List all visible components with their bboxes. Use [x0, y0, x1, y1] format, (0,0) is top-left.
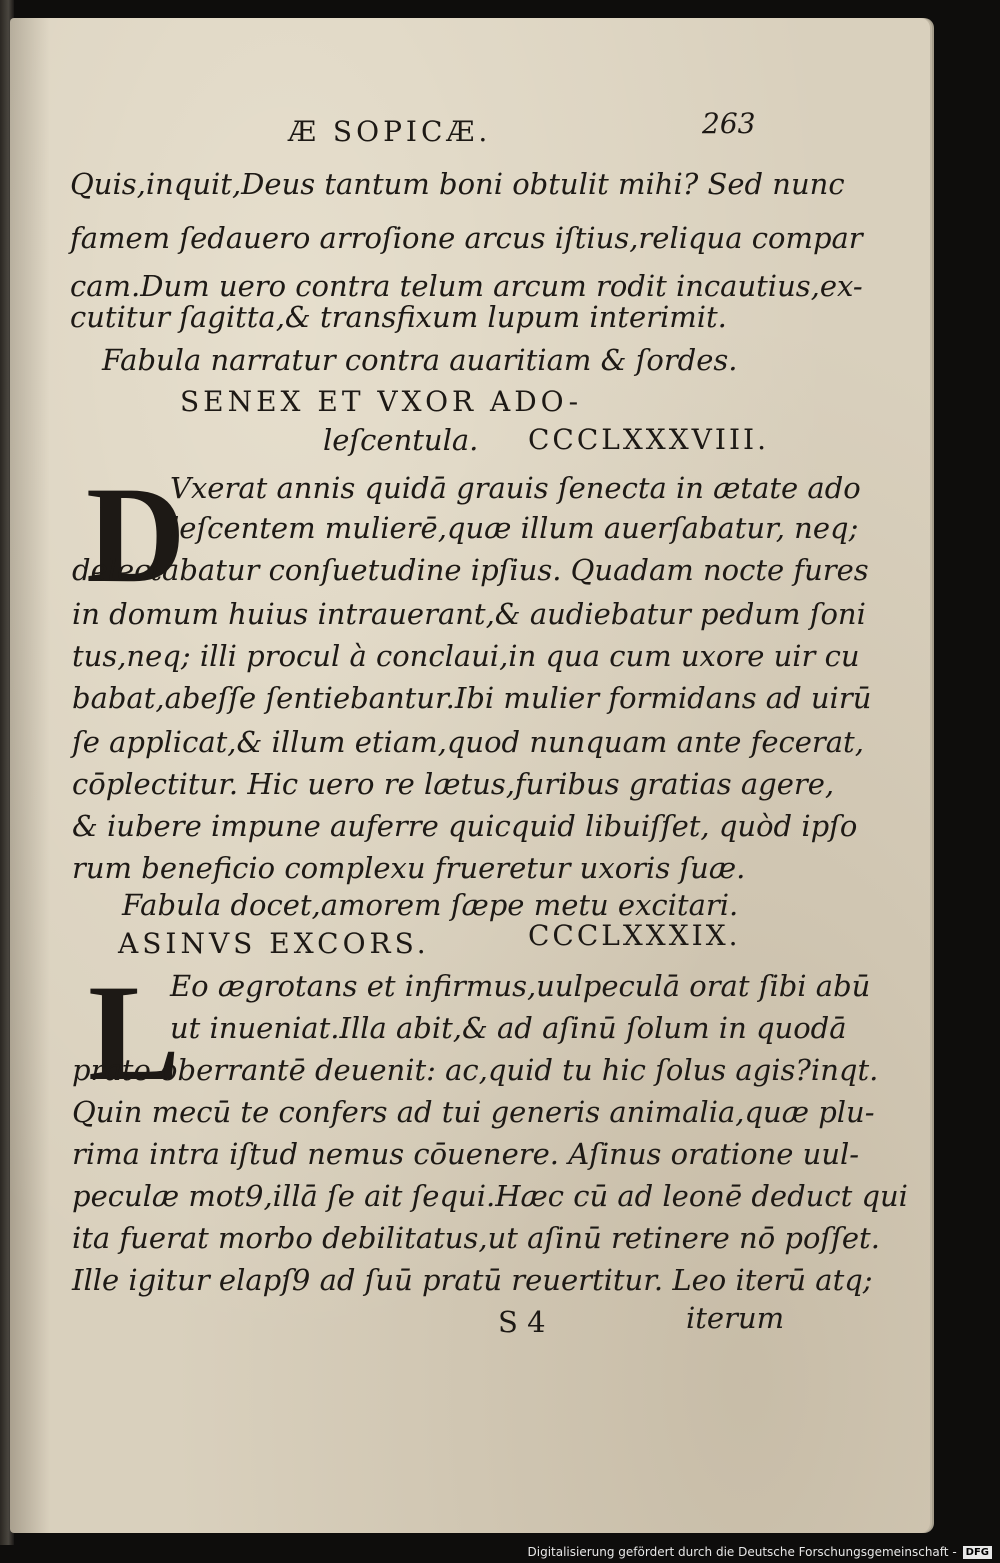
text-line: famem ſedauero arroſione arcus iſtius,reliqua compar — [70, 221, 863, 255]
signature-mark: S 4 — [498, 1305, 546, 1339]
text-line: peculæ mot9,illā ſe ait ſequi.Hæc cū ad leonē deduct qui — [72, 1179, 908, 1213]
text-line: tus,neq; illi procul à conclaui,in qua cum uxore uir cu — [72, 639, 860, 673]
text-line: in domum huius intrauerant,& audiebatur pedum ſoni — [72, 597, 866, 631]
text-line: Vxerat annis quidā grauis ſenecta in ætate ado — [170, 471, 861, 505]
drop-cap: L — [88, 956, 181, 1109]
fable-title-continued: leſcentula. — [323, 423, 479, 457]
text-line: Quis,inquit,Deus tantum boni obtulit mihi? Sed nunc — [70, 167, 845, 201]
fable-moral: Fabula narratur contra auaritiam & ſordes. — [102, 343, 738, 377]
text-line: rum beneficio complexu frueretur uxoris ſuæ. — [72, 851, 746, 885]
text-line: ſe applicat,& illum etiam,quod nunquam ante fecerat, — [72, 725, 864, 759]
catchword: iterum — [686, 1301, 785, 1335]
fable-number: CCCLXXXIX. — [528, 919, 741, 952]
dfg-logo: DFG — [963, 1546, 992, 1559]
text-line: cutitur ſagitta,& transfixum lupum interimit. — [70, 300, 727, 334]
text-line: Ille igitur elapſ9 ad ſuū pratū reuertitur. Leo iterū atq; — [72, 1263, 873, 1297]
text-line: & iubere impune auferre quicquid libuiſſet, quòd ipſo — [72, 809, 858, 843]
fable-number: CCCLXXXVIII. — [528, 423, 769, 456]
fable-moral: Fabula docet,amorem ſæpe metu excitari. — [122, 888, 739, 922]
text-line: prato oberrantē deuenit: ac,quid tu hic ſolus agis?inqt. — [72, 1053, 879, 1087]
book-page — [10, 18, 930, 1533]
text-line: ut inueniat.Illa abit,& ad aſinū ſolum in quodā — [170, 1011, 847, 1045]
text-line: ita fuerat morbo debilitatus,ut aſinū retinere nō poſſet. — [72, 1221, 880, 1255]
fable-title: ASINVS EXCORS. — [118, 927, 430, 960]
text-line: leſcentem mulierē,quæ illum auerſabatur, neq; — [170, 511, 859, 545]
text-line: delectabatur conſuetudine ipſius. Quadam nocte fures — [72, 553, 869, 587]
drop-cap: D — [86, 458, 186, 611]
text-line: babat,abeſſe ſentiebantur.Ibi mulier formidans ad uirū — [72, 681, 872, 715]
text-line: Quin mecū te confers ad tui generis animalia,quæ plu- — [72, 1095, 875, 1129]
page-number: 263 — [702, 107, 756, 140]
fable-title: SENEX ET VXOR ADO- — [180, 385, 583, 418]
running-title: Æ SOPICÆ. — [288, 115, 492, 148]
text-line: cam.Dum uero contra telum arcum rodit incautius,ex- — [70, 269, 863, 303]
digitization-credit — [528, 1545, 993, 1559]
text-line: rima intra iſtud nemus cōuenere. Aſinus oratione uul- — [72, 1137, 860, 1171]
credit-text: Digitalisierung gefördert durch die Deutsche Forschungsgemeinschaft - — [527, 1545, 957, 1559]
text-line: cōplectitur. Hic uero re lætus,furibus gratias agere, — [72, 767, 835, 801]
text-line: Eo ægrotans et infirmus,uulpeculā orat ſibi abū — [170, 969, 871, 1003]
